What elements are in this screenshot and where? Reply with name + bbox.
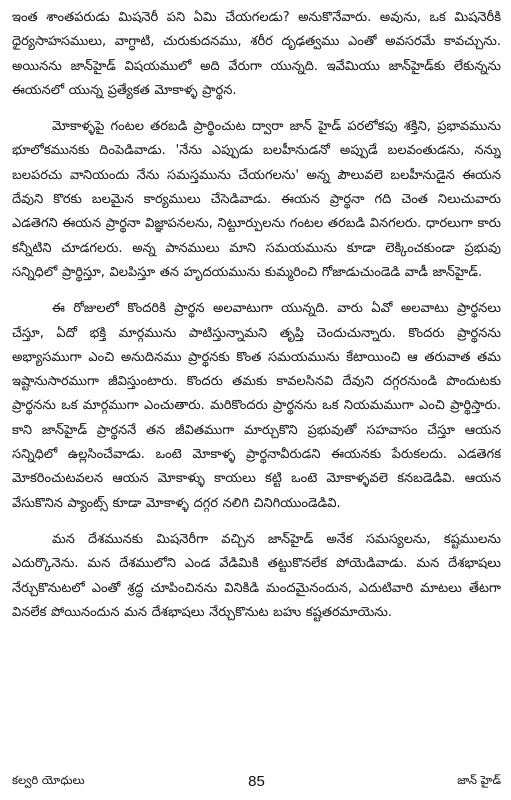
footer-book-title: కల్వరి యోధులు: [12, 772, 85, 787]
paragraph-4: మన దేశమునకు మిషనెరీగా వచ్చిన జాన్‌హైడ్ అనేక సమస్యలను, కష్టములను ఎదుర్కొనెను. మన దేశములోని ఎండ వేడిమికి తట్టుకొనలేక పోయెడివాడు. మన దేశభాషలు నేర్చుకొనుటలో ఎంతో శ్రద్ధ చూపించినను వినికిడి మందమైనందున, ఎదుటివారి మాటలు తేటగా వినలేక పోయినందున మన దేశభాషలు నేర్చుకొనుట బహు కష్టతరమాయెను.: [12, 531, 501, 620]
paragraph-1: ఇంత శాంతపరుడు మిషనెరీ పని ఏమి చేయగలడు? అనుకొనేవారు. అవును, ఒక మిషనెరీకి ధైర్యసాహసములు, వాగ్ధాటి, చురుకుదనము, శరీర దృఢత్వము ఎంతో అవసరమే కావచ్చును. అయినను జాన్‌హైడ్ విషయములో అది వేరుగా యున్నది. ఇవేమియు జాన్‌హైడ్‌కు లేకున్నను ఈయనలో యున్న ప్రత్యేకత మోకాళ్ళ ప్రార్థన.: [12, 10, 501, 98]
paragraph-2: మోకాళ్ళపై గంటల తరబడి ప్రార్థించుట ద్వారా జాన్ హైడ్ పరలోకపు శక్తిని, ప్రభావమును భూలోకమునకు దింపెడివాడు. 'నేను ఎప్పుడు బలహీనుడనో అప్పుడే బలవంతుడను, నన్ను బలపరచు వానియందు నేను సమస్తమును చేయగలను' అన్న పౌలువలె బలహీనుడైన ఈయన దేవుని కొరకు బలమైన కార్యములు చేసెడివాడు. ఈయన ప్రార్థనా గది చెంత నిలుచువారు ఎడతెగని ఈయన ప్రార్థనా విజ్ఞాపనలను, నిట్టూర్పులను గంటల తరబడి వినగలరు. ధారలుగా కారు కన్నీటిని చూడగలరు. అన్న పానములు మాని సమయమును కూడా లెక్కించకుండా ప్రభువు సన్నిధిలో ప్రార్థిస్తూ, విలపిస్తూ తన హృదయమును కుమ్మరించి గోజాడుచుండెడి వాడీ జాన్‌హైడ్.: [12, 119, 501, 280]
footer-chapter-name: జాన్ హైడ్: [457, 772, 501, 787]
paragraph-3: ఈ రోజులలో కొందరికి ప్రార్థన అలవాటుగా యున్నది. వారు ఏవో అలవాటు ప్రార్థనలు చేస్తూ, ఏదో భక్తి మార్గమును పాటిస్తున్నామని తృప్తి చెందుచున్నారు. కొందరు ప్రార్థనను అభ్యాసముగా ఎంచి అనుదినము ప్రార్థనకు కొంత సమయమును కేటాయించి ఆ తరువాత తమ ఇష్టానుసారముగా జీవిస్తుంటారు. కొందరు తమకు కావలసినవి దేవుని దగ్గరనుండి పొందుటకు ప్రార్థనను ఒక మార్గముగా ఎంచుతారు. మరికొందరు ప్రార్థనను ఒక నియమముగా ఎంచి ప్రార్థిస్తారు. కాని జాన్‌హైడ్ ప్రార్థననే తన జీవితముగా మార్చుకొని ప్రభువుతో సహవాసం చేస్తూ ఆయన సన్నిధిలో ఉల్లసించేవాడు. ఒంటె మోకాళ్ళ ప్రార్థనావీరుడని ఈయనకు పేరుకలదు. ఎడతెగక మోకరించుటవలన ఆయన మోకాళ్ళు కాయలు కట్టి ఒంటె మోకాళ్ళవలె కనబడెడివి. ఆయన వేసుకొనిన ప్యాంట్స్ కూడా మోకాళ్ళ దగ్గర నలిగి చినిగియుండెడివి.: [12, 301, 501, 511]
page-body: [12, 6, 501, 766]
footer-page-number: 85: [248, 772, 265, 790]
page-footer: [12, 771, 501, 791]
